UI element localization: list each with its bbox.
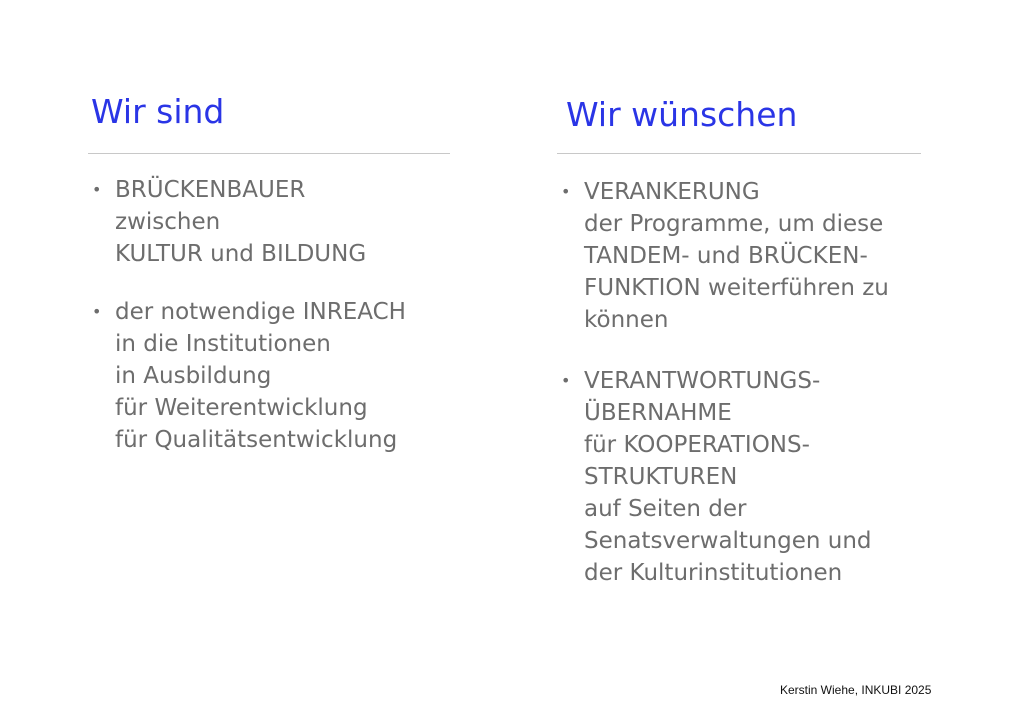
bullet-text: der notwendige INREACH in die Institutionen in Ausbildung für Weiterentwicklung für Qualitätsentwicklung — [115, 299, 406, 453]
right-bullet-list — [557, 176, 889, 618]
footer-credit: Kerstin Wiehe, INKUBI 2025 — [780, 683, 932, 697]
bullet-icon: • — [561, 371, 571, 390]
bullet-icon: • — [92, 180, 102, 199]
bullet-text: VERANKERUNG der Programme, um diese TANDEM- und BRÜCKEN- FUNKTION weiterführen zu können — [584, 179, 889, 333]
bullet-icon: • — [561, 182, 571, 201]
left-bullet-list — [88, 174, 406, 482]
bullet-icon: • — [92, 302, 102, 321]
bullet-text: BRÜCKENBAUER zwischen KULTUR und BILDUNG — [115, 177, 367, 267]
list-item — [557, 365, 889, 589]
right-heading: Wir wünschen — [566, 95, 798, 134]
list-item — [88, 296, 406, 456]
left-heading: Wir sind — [91, 92, 225, 131]
right-divider — [557, 153, 921, 154]
list-item — [88, 174, 406, 270]
bullet-text: VERANTWORTUNGS- ÜBERNAHME für KOOPERATIONS- STRUKTUREN auf Seiten der Senatsverwaltungen und der Kulturinstitutionen — [584, 368, 872, 586]
left-divider — [88, 153, 450, 154]
list-item — [557, 176, 889, 336]
